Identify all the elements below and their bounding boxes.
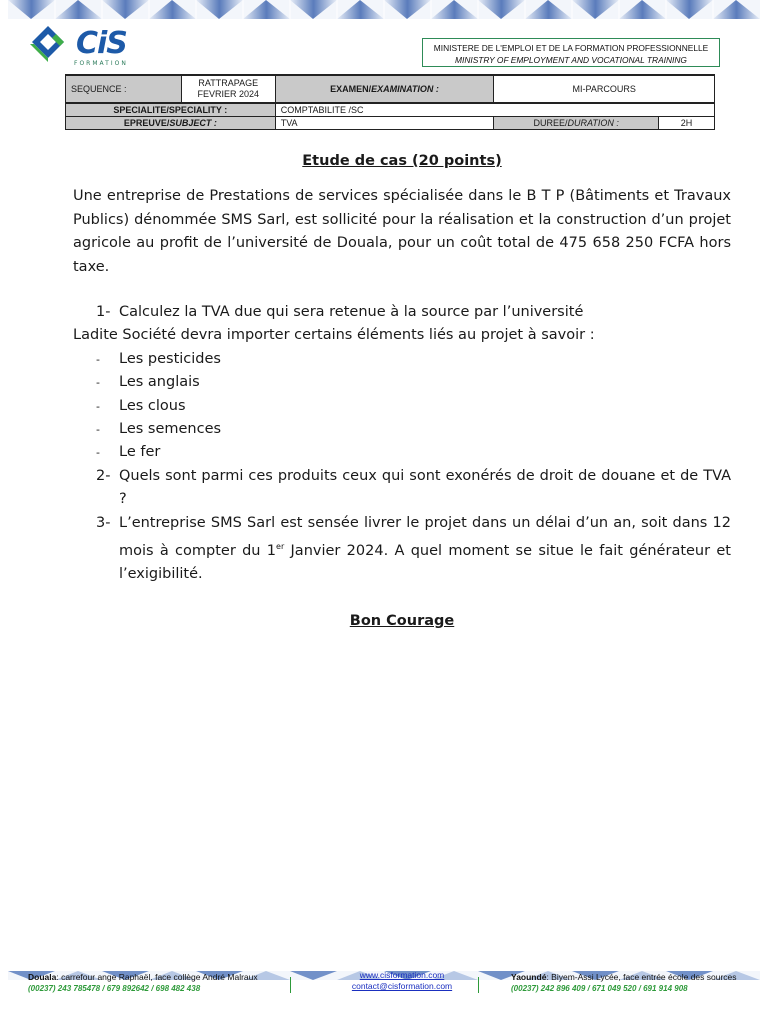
list-item	[73, 395, 731, 418]
sequence-value-line2: FEVRIER 2024	[197, 89, 260, 99]
list-item-label: Les clous	[119, 397, 186, 414]
website-link[interactable]: www.cisformation.com	[359, 970, 445, 980]
exam-body	[73, 150, 731, 633]
yaounde-address: : Biyem-Assi Lycée, face entrée école des sources	[546, 972, 737, 982]
bullet-dash: -	[96, 352, 100, 366]
logo-wordmark: CiS	[76, 26, 127, 61]
duree-value: 2H	[659, 117, 715, 130]
question-2-text: Quels sont parmi ces produits ceux qui sont exonérés de droit de douane et de TVA ?	[119, 467, 731, 508]
question-2-number: 2-	[96, 467, 111, 484]
page-footer	[0, 970, 768, 1000]
douala-phones: (00237) 243 785478 / 679 892642 / 698 482 438	[28, 984, 201, 993]
bullet-dash: -	[96, 423, 100, 437]
exam-info-table	[65, 74, 715, 130]
question-3-number: 3-	[96, 514, 111, 531]
header-decorative-band	[8, 0, 760, 19]
page-title: Etude de cas (20 points)	[302, 153, 502, 169]
epreuve-label-en: SUBJECT :	[169, 117, 217, 128]
sequence-value	[181, 75, 275, 103]
list-item	[73, 371, 731, 394]
douala-city: Douala	[28, 972, 57, 982]
question-3-text-part1: L’entreprise SMS Sarl est sensée livrer le projet dans un délai d’un an, soit dans 12 mois à compter du 1	[119, 514, 731, 559]
question-1	[73, 301, 731, 324]
table-row	[66, 103, 715, 117]
bullet-dash: -	[96, 376, 100, 390]
examen-label-fr: EXAMEN/	[330, 83, 372, 94]
list-item-label: Les anglais	[119, 374, 200, 391]
table-row	[66, 117, 715, 130]
email-link[interactable]: contact@cisformation.com	[351, 981, 453, 991]
list-item-label: Les semences	[119, 421, 222, 438]
footer-yaounde	[511, 972, 737, 994]
yaounde-phones: (00237) 242 896 409 / 671 049 520 / 691 914 908	[511, 984, 688, 993]
list-item	[73, 418, 731, 441]
specialite-label: SPECIALITE/SPECIALITY :	[66, 103, 276, 117]
table-row	[66, 75, 715, 103]
question-3-superscript: er	[276, 542, 285, 552]
question-3-text-part2: Janvier 2024. A quel moment se situe le fait générateur et l’exigibilité.	[119, 542, 731, 583]
logo-subtitle: FORMATION	[74, 60, 128, 67]
ministry-french: MINISTERE DE L'EMPLOI ET DE LA FORMATION PROFESSIONNELLE	[433, 43, 709, 53]
question-1-number: 1-	[96, 304, 111, 321]
bullet-dash: -	[96, 399, 100, 413]
duree-label-en: DURATION :	[567, 117, 619, 128]
douala-address: : carrefour ange Raphaël, face collège André Malraux	[56, 972, 258, 982]
bullet-dash: -	[96, 446, 100, 460]
yaounde-city: Yaoundé	[511, 972, 547, 982]
question-3	[73, 512, 731, 587]
footer-douala	[28, 972, 258, 994]
question-1-text: Calculez la TVA due qui sera retenue à la source par l’université	[119, 304, 584, 321]
list-item	[73, 348, 731, 371]
intro-paragraph: Une entreprise de Prestations de services spécialisée dans le B T P (Bâtiments et Travaux Publics) dénommée SMS Sarl, est sollicité pour la réalisation et la construction d’un projet agricole au profit de l’université de Douala, pour un coût total de 475 658 250 FCFA hors taxe.	[73, 188, 731, 275]
list-item-label: Le fer	[119, 444, 161, 461]
cis-diamond-icon	[30, 24, 74, 66]
footer-divider	[290, 977, 291, 993]
duree-label	[494, 117, 659, 130]
duree-label-fr: DUREE/	[533, 117, 568, 128]
footer-contacts	[330, 970, 474, 992]
epreuve-value: TVA	[275, 117, 494, 130]
epreuve-label	[66, 117, 276, 130]
closing-text: Bon Courage	[349, 612, 455, 629]
question-3-text	[119, 515, 731, 583]
list-item	[73, 441, 731, 464]
examen-value: MI-PARCOURS	[494, 75, 715, 103]
epreuve-label-fr: EPREUVE/	[123, 117, 170, 128]
question-2	[73, 465, 731, 512]
cis-logo	[30, 24, 170, 66]
examen-label-en: EXAMINATION :	[371, 83, 439, 94]
footer-divider	[478, 977, 479, 993]
specialite-value: COMPTABILITE /SC	[275, 103, 714, 117]
ministry-english: MINISTRY OF EMPLOYMENT AND VOCATIONAL TRAINING	[455, 55, 687, 65]
ministry-box	[422, 38, 720, 67]
import-lead-text: Ladite Société devra importer certains éléments liés au projet à savoir :	[73, 327, 595, 344]
sequence-label: SEQUENCE :	[66, 75, 182, 103]
sequence-value-line1: RATTRAPAGE	[198, 78, 259, 88]
examen-label	[275, 75, 494, 103]
list-item-label: Les pesticides	[119, 350, 221, 367]
